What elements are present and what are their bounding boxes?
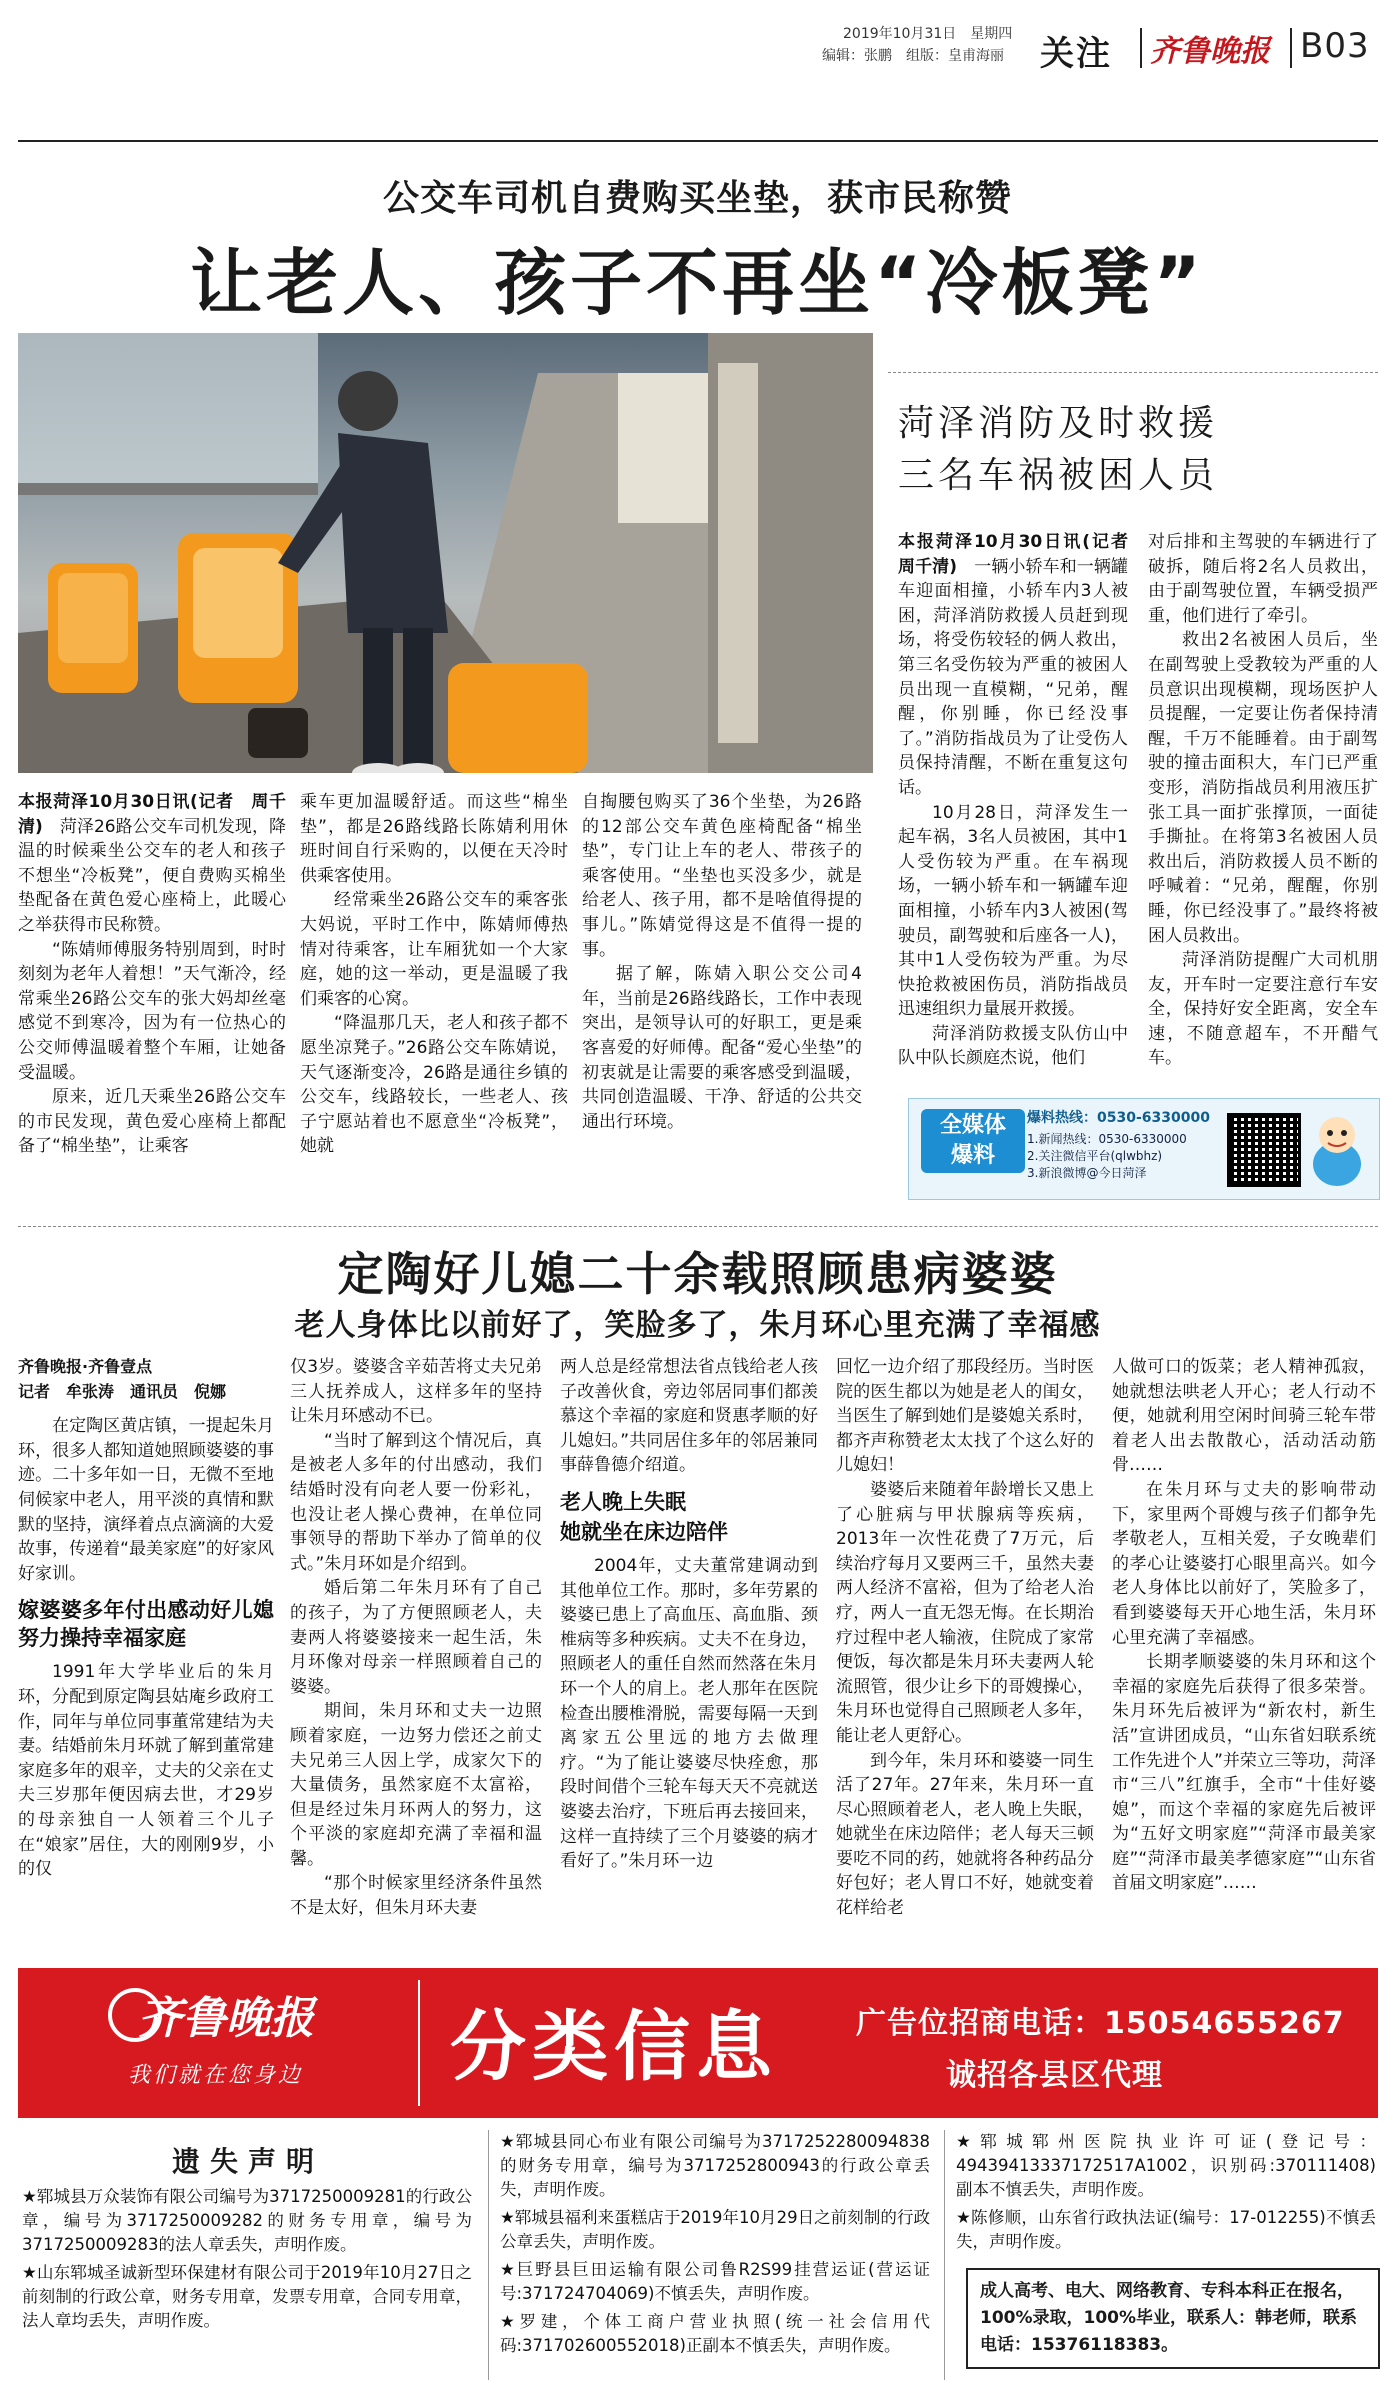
masthead-divider [1290,28,1292,68]
story3-byline-reporters: 记者 牟张涛 通讯员 倪娜 [18,1381,227,1401]
classified-item: ★郓城县万众装饰有限公司编号为3717250009281的行政公章，编号为3717250009282的财务专用章，编号为3717250009283的法人章丢失，声明作废。 [22,2187,472,2254]
paragraph: 在定陶区黄店镇，一提起朱月环，很多人都知道她照顾婆婆的事迹。二十多年如一日，无微不至地伺候家中老人，用平淡的真情和默默的坚持，演绎着点点滴滴的大爱故事，传递着“最美家庭”的好家风好家训。 [18,1416,274,1584]
classifieds-column-3 [956,2130,1376,2258]
story3-subsection-heading: 嫁婆婆多年付出感动好儿媳努力操持幸福家庭 [18,1598,274,1651]
story3-byline-outlet: 齐鲁晚报·齐鲁壹点 [18,1357,153,1376]
ad-slogan: 我们就在您身边 [128,2063,304,2088]
promo-lines [1027,1131,1187,1182]
masthead-divider [1140,28,1142,68]
column-separator [488,2130,489,2380]
story3-top-rule [18,1226,1378,1227]
story3-headline: 定陶好儿媳二十余载照顾患病婆婆 [337,1247,1058,1301]
paragraph-text: 一辆小轿车和一辆罐车迎面相撞，小轿车内3人被困，菏泽消防救援人员赶到现场，将受伤较轻的俩人救出，第三名受伤较为严重的被困人员出现一直模糊，“兄弟，醒醒，你别睡，你已经没事了。”消防指战员为了让受伤人员保持清醒，不断在重复这句话。 [898,556,1128,798]
classifieds-title: 遗失声明 [171,2145,324,2178]
paragraph: 菏泽消防救援支队仿山中队中队长颜庭杰说，他们 [898,1023,1128,1069]
qr-code-icon [1227,1113,1301,1187]
story1-column-1 [18,790,286,1159]
orange-seat [448,663,588,773]
paragraph: 回忆一边介绍了那段经历。当时医院的医生都以为她是老人的闺女，当医生了解到她们是婆媳关系时，都齐声称赞老太太找了个这么好的儿媳妇！ [836,1357,1094,1476]
paragraph: 到今年，朱月环和婆婆一同生活了27年。27年来，朱月环一直尽心照顾着老人，老人晚上失眠，她就坐在床边陪伴；老人每天三顿要吃不同的药，她就将各种药品分好包好；老人胃口不好，她就变着花样给老 [836,1750,1094,1919]
promo-hotline: 爆料热线：0530-6330000 [1027,1110,1210,1126]
classified-item: ★山东郓城圣诚新型环保建材有限公司于2019年10月27日之前刻制的行政公章，财务专用章，发票专用章，合同专用章，法人章均丢失，声明作废。 [22,2263,472,2330]
education-box-ad: 成人高考、电大、网络教育、专科本科正在报名，100%录取，100%毕业，联系人：韩老师，联系电话：15376118383。 [966,2268,1380,2369]
paragraph: 乘车更加温暖舒适。而这些“棉坐垫”，都是26路线路长陈婧利用休班时间自行采购的，以便在天冷时供乘客使用。 [300,792,568,886]
classified-item: ★郓城郓州医院执业许可证(登记号：49439413337172517A1002，识别码:370111408)副本不慎丢失，声明作废。 [956,2132,1376,2199]
classified-ad-banner [18,1968,1378,2118]
story1-column-2 [300,790,568,1159]
ad-divider [418,1980,420,2106]
story1-headline: 让老人、孩子不再坐“冷板凳” [190,241,1205,325]
editor-credit: 编辑：张鹏 组版：皇甫海丽 [822,48,1004,64]
classifieds-column-1 [22,2185,472,2337]
story3-column-5 [1112,1355,1376,1896]
story3-column-3 [560,1355,818,1874]
story2-lead-paragraph [898,530,1145,801]
orange-seat [48,563,138,693]
promo-badge-line2: 爆料 [950,1143,995,1168]
ad-title: 分类信息 [450,2002,778,2091]
classified-item: ★罗建，个体工商户营业执照(统一社会信用代码:371702600552018)正副本不慎丢失，声明作废。 [500,2312,930,2355]
promo-badge [921,1109,1025,1173]
promo-line: 3.新浪微博@今日菏泽 [1027,1166,1147,1180]
paragraph: 两人总是经常想法省点钱给老人孩子改善伙食，旁边邻居同事们都羡慕这个幸福的家庭和贤惠孝顺的好儿媳妇。”共同居住多年的邻居兼同事薛鲁德介绍道。 [560,1357,818,1476]
dateline: 本报菏泽10月30日讯(记者 周千清) [898,532,1145,577]
paragraph: “当时了解到这个情况后，真是被老人多年的付出感动，我们结婚时没有向老人要一份彩礼，也没让老人操心费神，在单位同事领导的帮助下举办了简单的仪式。”朱月环如是介绍到。 [290,1430,542,1574]
story3-column-4 [836,1355,1094,1921]
bus-interior-illustration [18,333,873,773]
ad-recruit: 诚招各县区代理 [946,2058,1163,2093]
story2-top-rule [888,372,1378,373]
page-number: B03 [1300,26,1370,66]
story3-subhead: 老人身体比以前好了，笑脸多了，朱月环心里充满了幸福感 [294,1308,1101,1343]
classifieds-column-2 [500,2130,930,2362]
story2-column-1 [898,530,1145,1071]
promo-line: 2.关注微信平台(qlwbhz) [1027,1149,1163,1163]
paragraph: 期间，朱月环和丈夫一边照顾着家庭，一边努力偿还之前丈夫兄弟三人因上学，成家欠下的大量债务，虽然家庭不太富裕，但是经过朱月环两人的努力，这个平淡的家庭却充满了幸福和温馨。 [290,1701,542,1869]
paragraph: 仅3岁。婆婆含辛茹苦将丈夫兄弟三人抚养成人，这样多年的坚持让朱月环感动不已。 [290,1357,542,1427]
promo-badge-line1: 全媒体 [939,1113,1006,1138]
paragraph: 在朱月环与丈夫的影响带动下，家里两个哥嫂与孩子们都争先孝敬老人，互相关爱，子女晚辈们的孝心让婆婆打心眼里高兴。如今老人身体比以前好了，笑脸多了，看到婆婆每天开心地生活，朱月环心里充满了幸福感。 [1112,1479,1376,1648]
ad-phone: 广告位招商电话：15054655267 [856,2006,1345,2041]
story3-column-2 [290,1355,542,1921]
story3-subsection-heading: 老人晚上失眠 [560,1489,686,1514]
orange-seat [178,533,298,703]
brand-emblem-icon [108,1988,162,2042]
mascot-icon [1304,1109,1370,1189]
paragraph: 长期孝顺婆婆的朱月环和这个幸福的家庭先后获得了很多荣誉。朱月环先后被评为“新农村，新生活”宣讲团成员，“山东省妇联系统工作先进个人”并荣立三等功，菏泽市“三八”红旗手，全市“十佳好婆媳”，而这个幸福的家庭先后被评为“五好文明家庭”“菏泽市最美家庭”“菏泽市最美孝德家庭”“山东省首届文明家庭”…… [1112,1652,1376,1894]
paragraph: 据了解，陈婧入职公交公司4年，当前是26路线路长，工作中表现突出，是领导认可的好职工，更是乘客喜爱的好师傅。配备“爱心坐垫”的初衷就是让需要的乘客感受到温暖，共同创造温暖、干净、舒适的公共交通出行环境。 [582,964,862,1132]
paragraph: 菏泽消防提醒广大司机朋友，开车时一定要注意行车安全，保持好安全距离，安全车速，不随意超车，不开醋气车。 [1148,950,1378,1069]
ad-brand-logo: 齐鲁晚报 [138,1993,314,2044]
paragraph: 婚后第二年朱月环有了自己的孩子，为了方便照顾老人，夫妻两人将婆婆接来一起生活，朱月环像对母亲一样照顾着自己的婆婆。 [290,1578,542,1697]
paragraph: 人做可口的饭菜；老人精神孤寂，她就想法哄老人开心；老人行动不便，她就利用空闲时间骑三轮车带着老人出去散散心，活动活动筋骨…… [1112,1357,1376,1476]
paragraph: 救出2名被困人员后，坐在副驾驶上受教较为严重的人员意识出现模糊，现场医护人员提醒，一定要让伤者保持清醒，千万不能睡着。由于副驾驶的撞击面积大，车门已严重变形，消防指战员利用液压扩张工具一面扩张撑顶，一面徒手撕扯。在将第3名被困人员救出后，消防救援人员不断的呼喊着：“兄弟，醒醒，你别睡，你已经没事了。”最终将被困人员救出。 [1148,630,1378,946]
paragraph: 1991年大学毕业后的朱月环，分配到原定陶县姑庵乡政府工作，同年与单位同事董常建结为夫妻。结婚前朱月环就了解到董常建家庭多年的艰辛，丈夫的父亲在丈夫三岁那年便因病去世，才29岁的母亲独自一人领着三个儿子在“娘家”居住，大的刚刚9岁，小的仅 [18,1662,274,1880]
paragraph: “那个时候家里经济条件虽然不是太好，但朱月环夫妻 [290,1873,542,1919]
promo-line: 1.新闻热线：0530-6330000 [1027,1132,1187,1146]
story2-headline-line2: 三名车祸被困人员 [898,455,1219,496]
paragraph: 经常乘坐26路公交车的乘客张大妈说，平时工作中，陈婧师傅热情对待乘客，让车厢犹如一个大家庭，她的这一举动，更是温暖了我们乘客的心窝。 [300,890,568,1009]
paragraph-text: 菏泽26路公交车司机发现，降温的时候乘坐公交车的老人和孩子不想坐“冷板凳”，便自费购买棉坐垫配备在黄色爱心座椅上，此暖心之举获得市民称赞。 [18,816,286,935]
brand-logo: 齐鲁晚报 [1150,34,1270,69]
story2-column-2 [1148,530,1378,1071]
paragraph: “陈婧师傅服务特别周到，时时刻刻为老年人着想！”天气渐冷，经常乘坐26路公交车的张大妈却丝毫感觉不到寒冷，因为有一位热心的公交师傅温暖着整个车厢，让她备受温暖。 [18,939,286,1083]
paragraph: 2004年，丈夫董常建调动到其他单位工作。那时，多年劳累的婆婆已患上了高血压、高血脂、颈椎病等多种疾病。丈夫不在身边，照顾老人的重任自然而然落在朱月环一个人的肩上。老人那年在医院检查出腰椎滑脱，需要每隔一天到离家五公里远的地方去做理疗。“为了能让婆婆尽快痊愈，那段时间借个三轮车每天天不亮就送婆婆去治疗，下班后再去接回来，这样一直持续了三个月婆婆的病才看好了。”朱月环一边 [560,1555,818,1872]
dateline: 本报菏泽10月30日讯(记者 周千清) [18,792,286,837]
issue-date: 2019年10月31日 星期四 [843,26,1013,42]
classified-item: ★陈修顺，山东省行政执法证(编号：17-012255)不慎丢失，声明作废。 [956,2208,1376,2251]
section-name: 关注 [1040,34,1112,74]
story3-column-1 [18,1355,274,1882]
column-separator [944,2130,945,2380]
story1-lead-paragraph [18,790,286,938]
story2-headline [898,398,1218,502]
media-tip-promo [908,1098,1380,1200]
story3-subsection-heading: 她就坐在床边陪伴 [560,1519,728,1544]
top-rule [18,140,1378,142]
classified-item: ★郓城县福利来蛋糕店于2019年10月29日之前刻制的行政公章丢失，声明作废。 [500,2208,930,2251]
classified-item: ★巨野县巨田运输有限公司鲁R2S99挂营运证(营运证号:371724704069)不慎丢失，声明作废。 [500,2260,930,2303]
paragraph: 自掏腰包购买了36个坐垫，为26路的12部公交车黄色座椅配备“棉坐垫”，专门让上车的老人、带孩子的乘客使用。“坐垫也买没多少，就是给老人、孩子用，都不是啥值得提的事儿。”陈婧觉得这是不值得一提的事。 [582,792,862,960]
paragraph: 原来，近几天乘坐26路公交车的市民发现，黄色爱心座椅上都配备了“棉坐垫”，让乘客 [18,1087,286,1157]
story1-column-3 [582,790,862,1134]
paragraph: 婆婆后来随着年龄增长又患上了心脏病与甲状腺病等疾病，2013年一次性花费了7万元，后续治疗每月又要两三千，虽然夫妻两人经济不富裕，但为了给老人治疗，两人一直无怨无悔。在长期治疗过程中老人输液，住院成了家常便饭，每次都是朱月环夫妻两人轮流照管，很少让乡下的哥嫂操心，朱月环也觉得自己照顾老人多年，能让老人更舒心。 [836,1479,1094,1746]
story1-subhead: 公交车司机自费购买坐垫，获市民称赞 [382,178,1012,219]
bus-driver-photo [18,333,873,773]
story2-headline-line1: 菏泽消防及时救援 [898,403,1219,444]
paragraph: 10月28日，菏泽发生一起车祸，3名人员被困，其中1人受伤较为严重。在车祸现场，一辆小轿车和一辆罐车迎面相撞，小轿车内3人被困(驾驶员，副驾驶和后座各一人)，其中1人受伤较为严重。为尽快抢救被困伤员，消防指战员迅速组织力量展开救援。 [898,802,1128,1020]
paragraph: 对后排和主驾驶的车辆进行了破拆，随后将2名人员救出，由于副驾驶位置，车辆受损严重，他们进行了牵引。 [1148,532,1378,626]
paragraph: “降温那几天，老人和孩子都不愿坐凉凳子。”26路公交车陈婧说，天气逐渐变冷，26路是通往乡镇的公交车，线路较长，一些老人、孩子宁愿站着也不愿意坐“冷板凳”，她就 [300,1013,568,1157]
classified-item: ★郓城县同心布业有限公司编号为3717252280094838的财务专用章，编号为3717252800943的行政公章丢失，声明作废。 [500,2132,930,2199]
